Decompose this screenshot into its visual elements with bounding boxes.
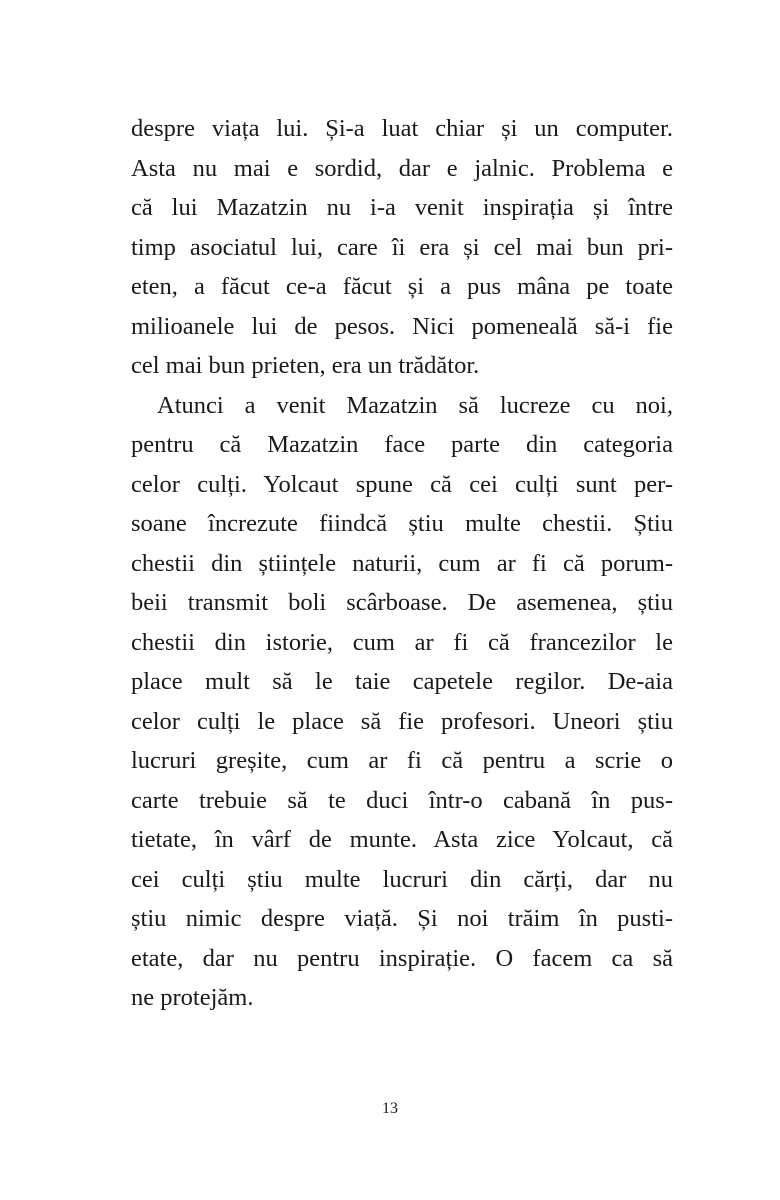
text-line: chestii din istorie, cum ar fi că francezilor le: [131, 628, 673, 656]
text-line: carte trebuie să te duci într-o cabană în pus-: [131, 786, 673, 814]
text-line: milioanele lui de pesos. Nici pomeneală să-i fie: [131, 312, 673, 340]
text-line: știu nimic despre viață. Și noi trăim în pusti-: [131, 905, 673, 932]
text-line: despre viața lui. Și-a luat chiar și un computer.: [131, 115, 673, 142]
text-line: beii transmit boli scârboase. De asemenea, știu: [131, 589, 673, 616]
text-line: ne protejăm.: [131, 984, 254, 1011]
text-line: celor culți le place să fie profesori. Uneori știu: [131, 707, 673, 735]
text-line: place mult să le taie capetele regilor. De-aia: [131, 668, 673, 695]
paragraph: [131, 386, 673, 1018]
text-line: lucruri greșite, cum ar fi că pentru a scrie o: [131, 747, 673, 774]
page-number: 13: [382, 1100, 398, 1117]
body-text: [131, 109, 673, 1018]
text-line: soane încrezute fiindcă știu multe chestii. Știu: [131, 510, 673, 537]
paragraph: [131, 109, 673, 386]
text-line: că lui Mazatzin nu i-a venit inspirația și între: [131, 194, 673, 221]
text-line: Atunci a venit Mazatzin să lucreze cu noi,: [157, 391, 673, 419]
text-line: timp asociatul lui, care îi era și cel mai bun pri-: [131, 233, 673, 261]
text-line: etate, dar nu pentru inspirație. O facem ca să: [131, 944, 673, 972]
text-line: pentru că Mazatzin face parte din categoria: [131, 431, 673, 458]
text-line: cei culți știu multe lucruri din cărți, dar nu: [131, 865, 673, 893]
text-line: chestii din științele naturii, cum ar fi că porum-: [131, 549, 673, 577]
text-line: Asta nu mai e sordid, dar e jalnic. Problema e: [131, 154, 673, 182]
text-line: eten, a făcut ce-a făcut și a pus mâna pe toate: [131, 273, 673, 300]
text-line: celor culți. Yolcaut spune că cei culți sunt per-: [131, 470, 673, 498]
text-line: cel mai bun prieten, era un trădător.: [131, 352, 480, 379]
text-line: tietate, în vârf de munte. Asta zice Yolcaut, că: [131, 826, 673, 853]
